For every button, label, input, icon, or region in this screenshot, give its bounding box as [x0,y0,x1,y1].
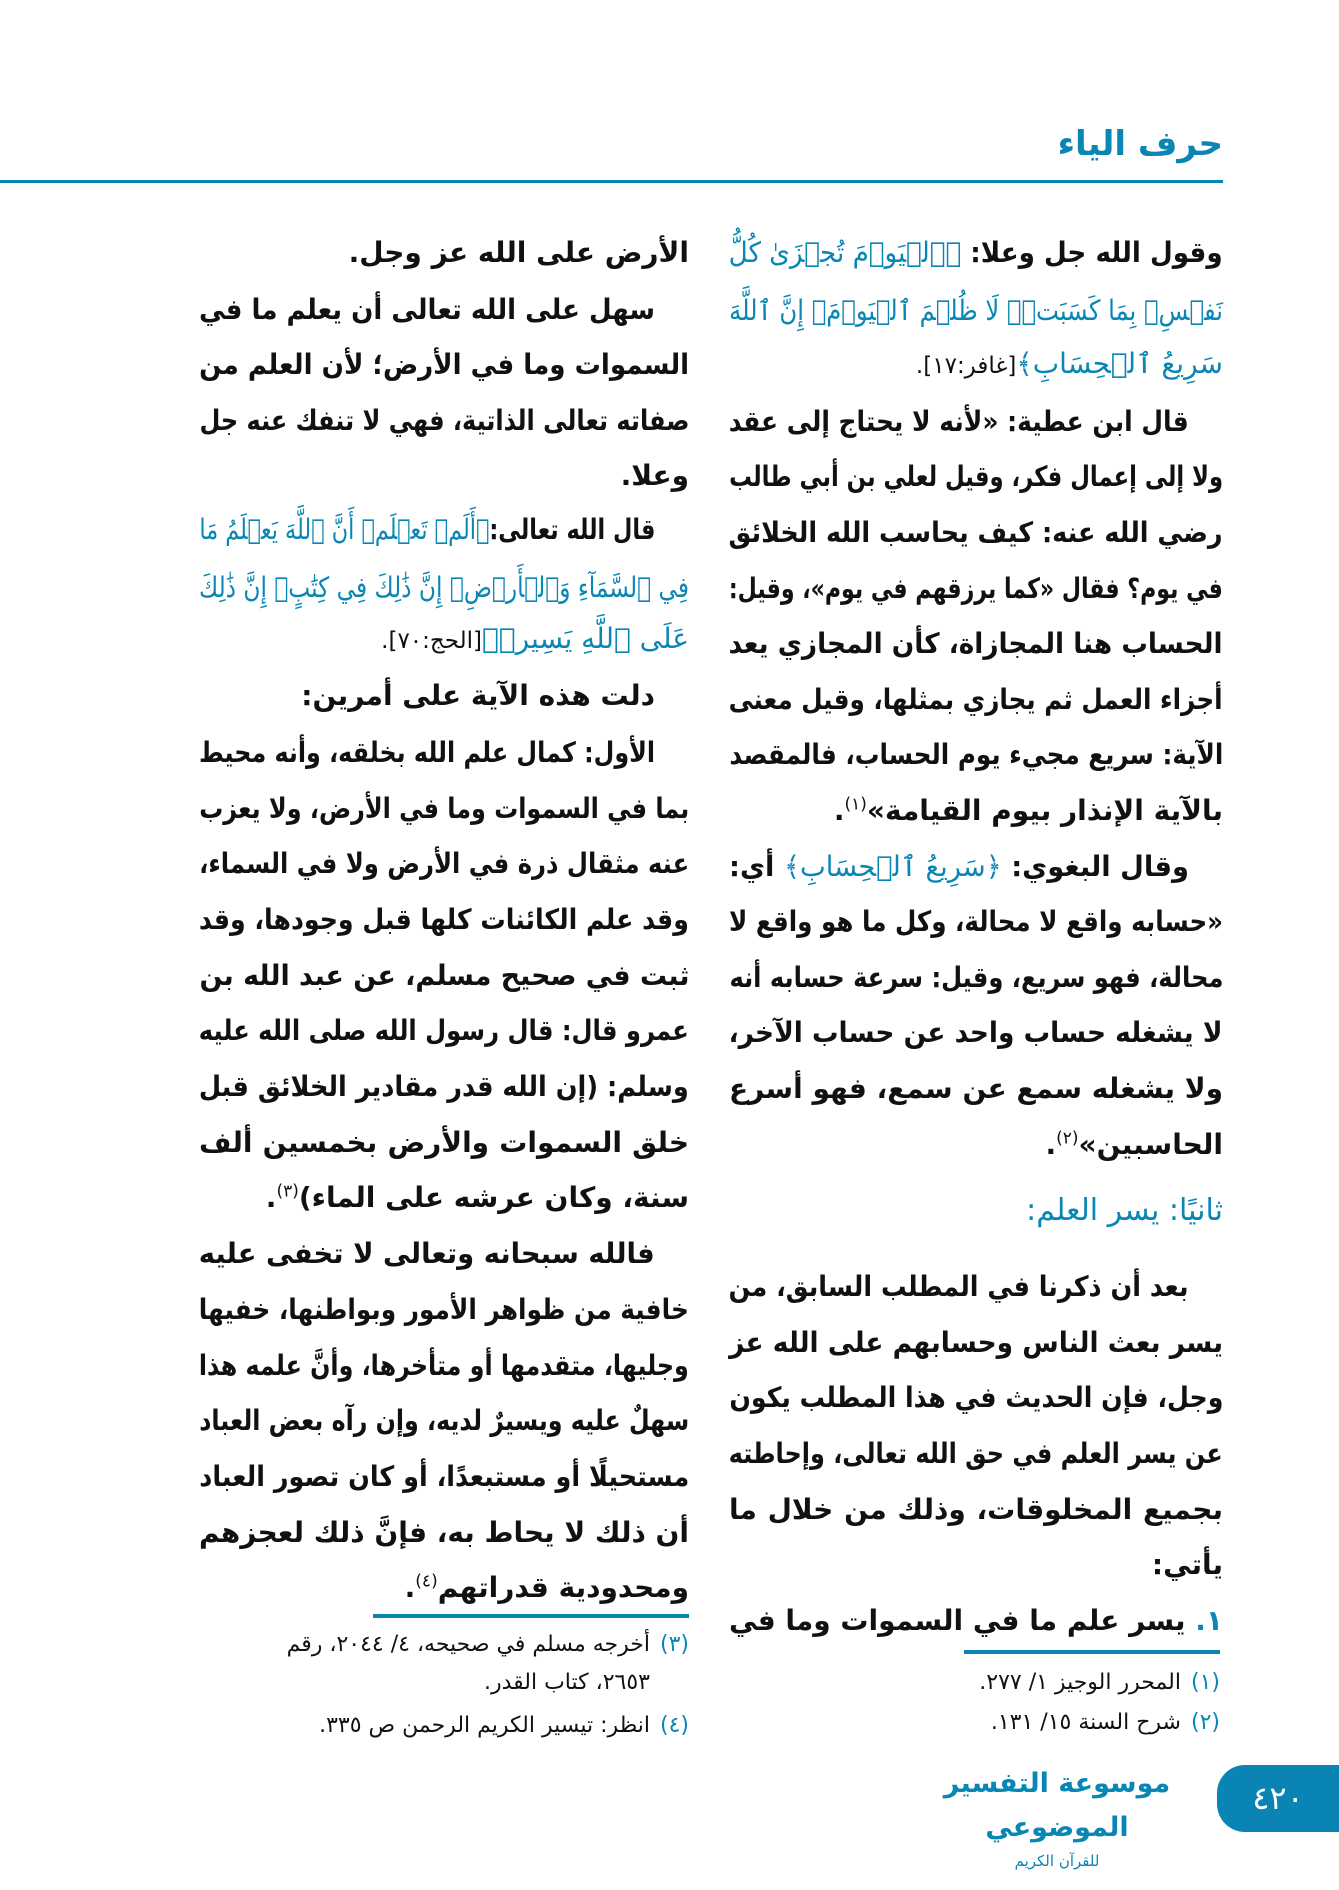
body-text: محالة، فهو سريع، وقيل: سرعة حسابه أنه [729,960,1223,994]
text-line [729,1005,1223,1061]
body-text: ثبت في صحيح مسلم، عن عبد الله بن [199,958,689,992]
body-text: السموات وما في الأرض؛ لأن العلم من [199,348,689,382]
quran-verse: ﴿أَلَمۡ تَعۡلَمۡ أَنَّ ٱللَّهَ يَعۡلَمُ مَا [199,513,489,547]
text-line [199,502,689,558]
footnote [979,1665,1220,1701]
body-text: وسلم: [598,1070,689,1104]
text-line [199,892,689,948]
body-text: وقول الله جل وعلا: [961,236,1223,270]
body-text: أن ذلك لا يحاط به، فإنَّ ذلك لعجزهم [199,1515,689,1549]
text-line [729,1426,1223,1482]
text-line [729,449,1223,505]
text-line [729,394,1223,450]
body-text: سهلٌ عليه ويسيرٌ لديه، وإن رآه بعض العباد [199,1404,689,1438]
body-text: وقد علم الكائنات كلها قبل وجودها، وقد [199,903,689,937]
body-text: ومحدودية قدراتهم [437,1571,689,1605]
text-line [729,225,1223,281]
body-text: وعلا. [620,458,689,492]
text-line [199,1170,689,1226]
text-line [729,1061,1223,1117]
right-column [729,0,1223,1700]
body-text: قال الله تعالى: [488,513,655,547]
text-line [729,616,1223,672]
body-text: وجل، فإن الحديث في هذا المطلب يكون [729,1381,1223,1415]
quran-verse: عَلَى ٱللَّهِ يَسِيرٞ﴾ [481,621,689,655]
body-text: يأتي: [1151,1548,1223,1582]
quran-verse: فِي ٱلسَّمَآءِ وَٱلۡأَرۡضِۚ إِنَّ ذَٰلِكَ فِي كِتَٰبٍۚ إِنَّ ذَٰلِكَ [199,571,689,605]
body-text: الآية: سريع مجيء يوم الحساب، فالمقصد [729,738,1223,772]
body-text: عمرو قال: قال رسول الله صلى الله عليه [199,1014,689,1048]
quran-verse: نَفۡسِۭ بِمَا كَسَبَتۡۚ لَا ظُلۡمَ ٱلۡيَوۡمَۚ إِنَّ ٱللَّهَ [729,293,1223,327]
footnote-marker: (٣) [276,1182,299,1203]
body-text: . [404,1571,416,1605]
body-text: يسر بعث الناس وحسابهم على الله عز [729,1325,1223,1359]
body-text: في يوم؟ فقال «كما يرزقهم في يوم»، وقيل: [729,571,1223,605]
body-text: أجزاء العمل ثم يجازي بمثلها، وقيل معنى [729,682,1223,716]
text-line [199,282,689,338]
footnote [287,1627,689,1663]
text-line [729,1259,1223,1315]
text-line [199,560,689,616]
text-line [199,1449,689,1505]
body-text: رضي الله عنه: كيف يحاسب الله الخلائق [729,515,1223,549]
text-line [199,611,689,667]
logo-subtitle: للقرآن الكريم [1014,1852,1100,1870]
footnote-text: انظر: تيسير الكريم الرحمن ص ٣٣٥. [319,1712,650,1738]
text-line [729,1183,1223,1239]
text-line [199,448,689,504]
text-line [199,836,689,892]
text-line [199,1003,689,1059]
bold-text: سنة، وكان عرشه على الماء) [298,1181,689,1215]
footnote-number: (٢) [1190,1710,1220,1736]
footnote [991,1705,1220,1741]
text-line [729,727,1223,783]
verse-reference: [غافر:١٧]. [915,352,1017,379]
body-text: الحاسبين» [1078,1127,1223,1161]
text-line [199,1059,689,1115]
body-text: . [833,794,845,828]
bold-text: يسر علم ما في السموات وما في [729,1603,1196,1637]
bold-text: الأرض على الله عز وجل. [348,236,689,270]
text-line [199,1282,689,1338]
text-line [729,1537,1223,1593]
body-text: بالآية الإنذار بيوم القيامة» [866,794,1223,828]
bold-text: خلق السموات والأرض بخمسين ألف [199,1125,689,1159]
body-text: ولا يشغله سمع عن سمع، فهو أسرع [729,1072,1223,1106]
body-text: بعد أن ذكرنا في المطلب السابق، من [729,1269,1189,1303]
text-line [199,948,689,1004]
body-text: عنه مثقال ذرة في الأرض ولا في السماء، [199,847,689,881]
bold-text: الأول: [584,736,655,770]
text-line [729,561,1223,617]
body-text: بما في السموات وما في الأرض، ولا يعزب [199,791,689,825]
body-text: الحساب هنا المجازاة، كأن المجازي يعد [729,627,1223,661]
section-heading: ثانيًا: يسر العلم: [1026,1193,1223,1229]
body-text: أي: [729,849,784,883]
body-text: وجليها، متقدمها أو متأخرها، وأنَّ علمه هذا [199,1348,689,1382]
body-text: فالله سبحانه وتعالى لا تخفى عليه [199,1237,655,1271]
quran-verse: ﴿ٱلۡيَوۡمَ تُجۡزَىٰ كُلُّ [729,236,962,270]
footnote [319,1708,689,1744]
footnote-marker: (١) [844,794,867,815]
page-number: ٤٢٠ [1217,1765,1339,1832]
body-text: سهل على الله تعالى أن يعلم ما في [199,292,655,326]
body-text: . [265,1181,277,1215]
text-line [199,337,689,393]
text-line [199,1505,689,1561]
text-line [729,894,1223,950]
list-number: ١. [1195,1603,1223,1637]
text-line [729,1593,1223,1649]
verse-reference: [الحج:٧٠]. [381,627,482,654]
text-line [729,1370,1223,1426]
body-text: صفاته تعالى الذاتية، فهي لا تنفك عنه جل [199,403,689,437]
text-line [199,1226,689,1282]
text-line [729,505,1223,561]
footnote-number: (١) [1190,1670,1220,1696]
body-text: بجميع المخلوقات، وذلك من خلال ما [729,1492,1223,1526]
text-line [729,783,1223,839]
body-text: خافية من ظواهر الأمور وبواطنها، خفيها [199,1292,689,1326]
text-line [729,283,1223,339]
footnote-marker: (٢) [1056,1128,1079,1149]
footnote [484,1665,689,1701]
body-text: «حسابه واقع لا محالة، وكل ما هو واقع لا [729,905,1223,939]
encyclopedia-logo [934,1762,1180,1870]
footnote-divider-left [373,1614,689,1618]
text-line [729,1315,1223,1371]
body-text: . [1045,1127,1057,1161]
text-line [729,336,1223,392]
quran-verse: ﴿سَرِيعُ ٱلۡحِسَابِ﴾ [783,849,1002,883]
body-text: وقال البغوي: [1001,849,1189,883]
text-line [729,1482,1223,1538]
footnote-text: ٢٦٥٣، كتاب القدر. [483,1670,650,1696]
text-line [199,1393,689,1449]
footnote-text: شرح السنة ١٥/ ١٣١. [990,1710,1181,1736]
body-text: قال ابن عطية: «لأنه لا يحتاج إلى عقد [729,404,1189,438]
text-line [199,668,689,724]
left-column [199,0,689,1700]
text-line [729,950,1223,1006]
body-text: دلت هذه الآية على أمرين: [301,679,655,713]
body-text: ولا إلى إعمال فكر، وقيل لعلي بن أبي طالب [729,460,1223,494]
quran-verse: سَرِيعُ ٱلۡحِسَابِ﴾ [1016,346,1223,380]
footnote-text: أخرجه مسلم في صحيحه، ٤/ ٢٠٤٤، رقم [286,1631,650,1657]
text-line [729,672,1223,728]
text-line [199,393,689,449]
footnote-number: (٤) [659,1712,689,1738]
footnote-marker: (٤) [415,1571,438,1592]
text-line [199,725,689,781]
chapter-title: حرف الياء [1057,124,1223,164]
text-line [199,225,689,281]
text-line [729,839,1223,895]
text-line [729,1117,1223,1173]
text-line [199,1115,689,1171]
body-text: كمال علم الله بخلقه، وأنه محيط [199,736,585,770]
bold-text: (إن الله قدر مقادير الخلائق قبل [199,1070,599,1104]
body-text: عن يسر العلم في حق الله تعالى، وإحاطته [729,1436,1223,1470]
footnote-number: (٣) [659,1631,689,1657]
footnote-divider-right [964,1650,1220,1654]
footnote-text: المحرر الوجيز ١/ ٢٧٧. [979,1670,1181,1696]
body-text: مستحيلًا أو مستبعدًا، أو كان تصور العباد [199,1459,689,1493]
logo-title: موسوعة التفسير الموضوعي [943,1768,1171,1843]
text-line [199,781,689,837]
text-line [199,1560,689,1616]
text-line [199,1338,689,1394]
body-text: لا يشغله حساب واحد عن حساب الآخر، [729,1016,1223,1050]
